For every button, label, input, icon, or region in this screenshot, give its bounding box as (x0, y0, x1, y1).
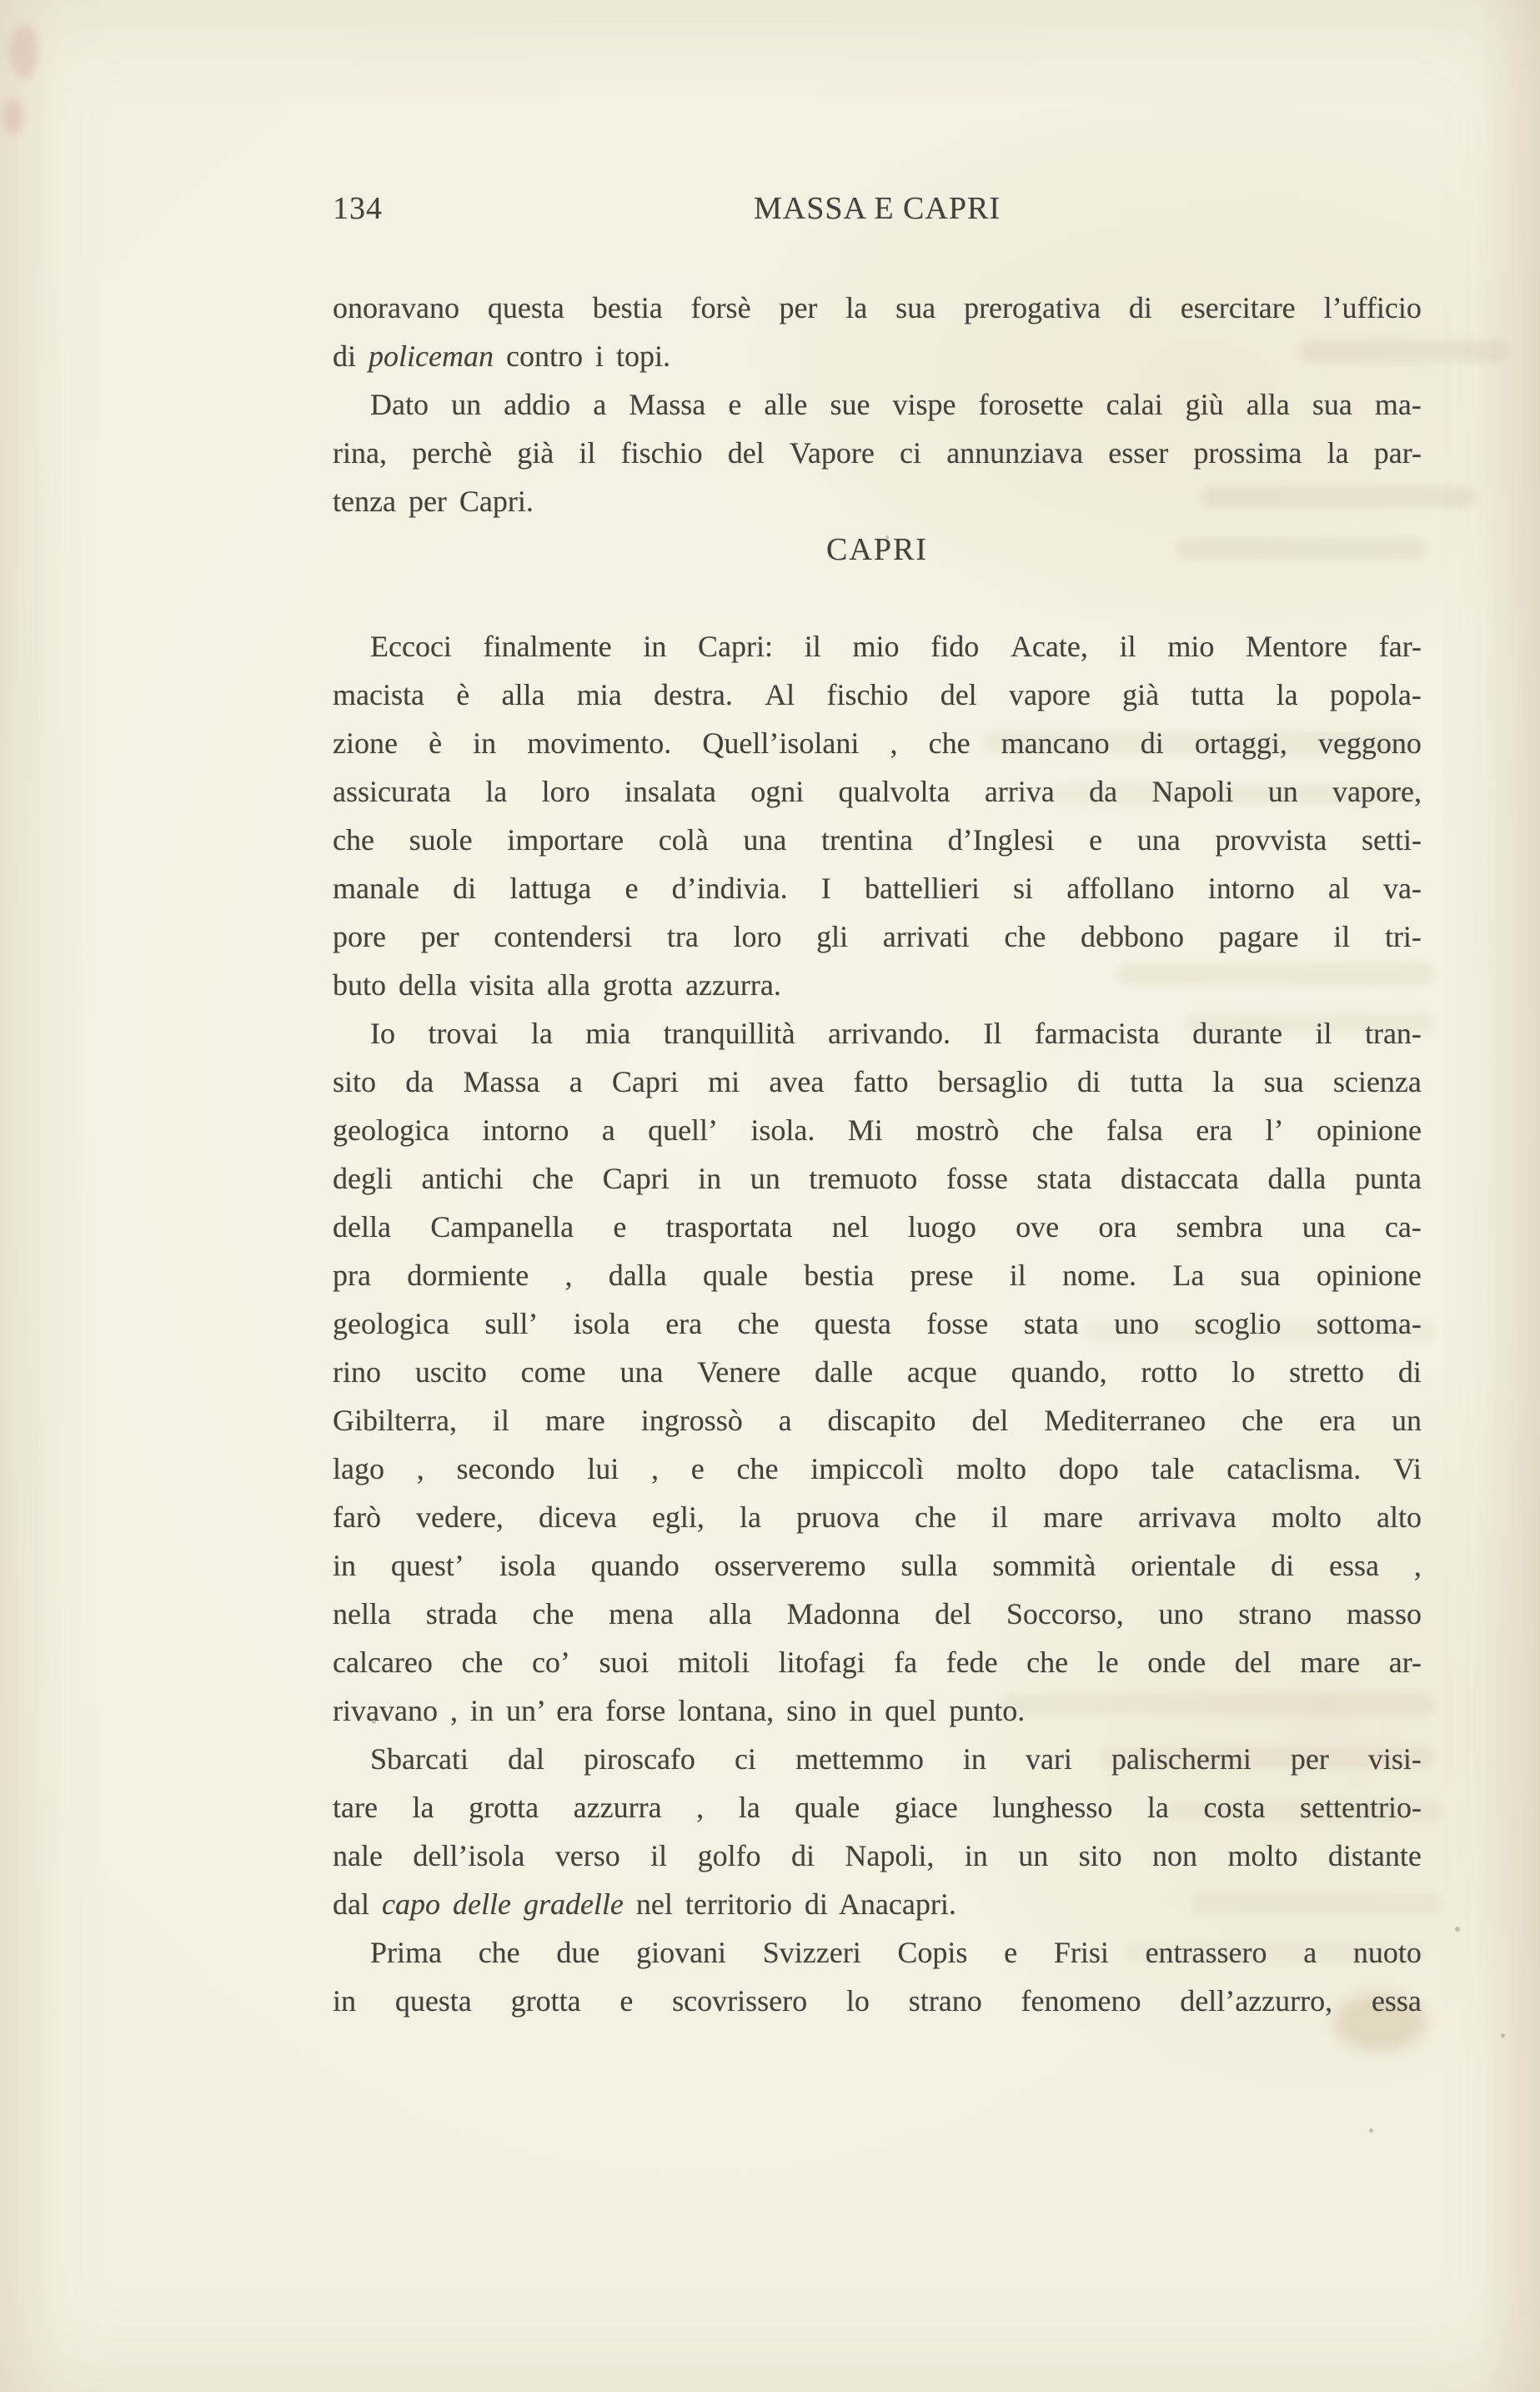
text-line: pra dormiente , dalla quale bestia prese il nome. La sua opinione (333, 1259, 1422, 1292)
text-line: pore per contendersi tra loro gli arrivati che debbono pagare il tri- (333, 920, 1422, 953)
text-line: che suole importare colà una trentina d’Inglesi e una provvista setti- (333, 823, 1422, 857)
text-line: tare la grotta azzurra , la quale giace lunghesso la costa settentrio- (333, 1791, 1422, 1824)
page-body (333, 284, 1422, 2025)
running-title: MASSA E CAPRI (754, 191, 1001, 226)
paragraph (333, 380, 1422, 525)
text-line: degli antichi che Capri in un tremuoto fosse stata distaccata dalla punta (333, 1162, 1422, 1195)
text-line: manale di lattuga e d’indivia. I battellieri si affollano intorno al va- (333, 872, 1422, 905)
paragraph (333, 1009, 1422, 1735)
text-line: Dato un addio a Massa e alle sue vispe forosette calai giù alla sua ma- (370, 388, 1422, 421)
text-line: della Campanella e trasportata nel luogo ove ora sembra una ca- (333, 1210, 1422, 1244)
paper-stain (10, 25, 38, 78)
text-line: calcareo che co’ suoi mitoli litofagi fa fede che le onde del mare ar- (333, 1646, 1422, 1679)
paragraph (333, 284, 1422, 380)
text-line: buto della visita alla grotta azzurra. (333, 968, 781, 1002)
text-line: nella strada che mena alla Madonna del Soccorso, uno strano masso (333, 1597, 1422, 1631)
text-line: geologica sull’ isola era che questa fosse stata uno scoglio sottoma- (333, 1307, 1422, 1340)
text-line: geologica intorno a quell’ isola. Mi mostrò che falsa era l’ opinione (333, 1113, 1422, 1147)
text-line: Sbarcati dal piroscafo ci mettemmo in vari palischermi per visi- (370, 1742, 1422, 1776)
paragraph-group-after-heading (333, 622, 1422, 2025)
section-heading: CAPRI (826, 532, 928, 567)
text-line: farò vedere, diceva egli, la pruova che il mare arrivava molto alto (333, 1500, 1422, 1534)
text-line: rino uscito come una Venere dalle acque quando, rotto lo stretto di (333, 1355, 1422, 1389)
text-line: in quest’ isola quando osserveremo sulla sommità orientale di essa , (333, 1549, 1422, 1582)
paper-stain (3, 98, 23, 135)
text-line: Eccoci finalmente in Capri: il mio fido Acate, il mio Mentore far- (370, 630, 1422, 663)
text-line: tenza per Capri. (333, 485, 534, 518)
text-line: Gibilterra, il mare ingrossò a discapito del Mediterraneo che era un (333, 1404, 1422, 1437)
text-line: Io trovai la mia tranquillità arrivando. Il farmacista durante il tran- (370, 1017, 1422, 1050)
ink-speck (1455, 1927, 1460, 1932)
text-line: Prima che due giovani Svizzeri Copis e Frisi entrassero a nuoto (370, 1936, 1422, 1969)
paragraph (333, 1735, 1422, 1928)
page-header (333, 192, 1422, 225)
page-number: 134 (333, 191, 383, 226)
paragraph (333, 622, 1422, 1009)
text-line: lago , secondo lui , e che impiccolì molto dopo tale cataclisma. Vi (333, 1452, 1422, 1485)
text-line: onoravano questa bestia forsè per la sua prerogativa di esercitare l’ufficio (333, 291, 1422, 324)
text-line: macista è alla mia destra. Al fischio del vapore già tutta la popola- (333, 678, 1422, 711)
text-line: assicurata la loro insalata ogni qualvolta arriva da Napoli un vapore, (333, 775, 1422, 808)
paragraph (333, 1928, 1422, 2025)
text-line: dal capo delle gradelle nel territorio di Anacapri. (333, 1887, 956, 1921)
text-line: sito da Massa a Capri mi avea fatto bersaglio di tutta la sua scienza (333, 1065, 1422, 1098)
paragraph-group-before-heading (333, 284, 1422, 525)
text-line: in questa grotta e scovrissero lo strano fenomeno dell’azzurro, essa (333, 1984, 1422, 2018)
ink-speck (1501, 2033, 1505, 2038)
text-line: nale dell’isola verso il golfo di Napoli, in un sito non molto distante (333, 1839, 1422, 1872)
ink-speck (1369, 2128, 1373, 2133)
text-line: rivavano , in un’ era forse lontana, sino in quel punto. (333, 1694, 1026, 1727)
text-line: rina, perchè già il fischio del Vapore ci annunziava esser prossima la par- (333, 436, 1422, 470)
text-line: di policeman contro i topi. (333, 339, 670, 373)
text-line: zione è in movimento. Quell’isolani , che mancano di ortaggi, veggono (333, 726, 1422, 760)
